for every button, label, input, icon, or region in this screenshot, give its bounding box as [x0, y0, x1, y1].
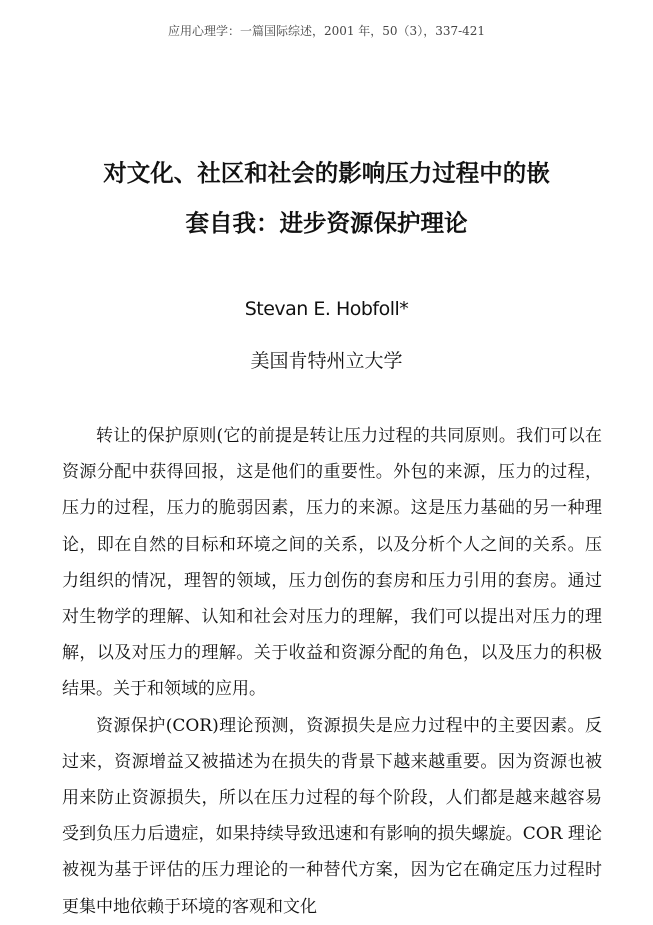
author-affiliation: 美国肯特州立大学: [250, 350, 403, 372]
author-name: Stevan E. Hobfoll*: [244, 298, 409, 320]
running-header: 应用心理学：一篇国际综述，2001 年，50（3），337-421: [167, 24, 486, 38]
article-title: [40, 148, 613, 248]
title-line-2: 套自我：进步资源保护理论: [185, 209, 468, 237]
title-line-1: 对文化、社区和社会的影响压力过程中的嵌: [103, 159, 550, 187]
abstract-body: [62, 418, 602, 925]
paragraph: 转让的保护原则(它的前提是转让压力过程的共同原则。我们可以在资源分配中获得回报，这是他们的重要性。外包的来源，压力的过程，压力的过程，压力的脆弱因素，压力的来源。这是压力基础的另一种理论，即在自然的目标和环境之间的关系，以及分析个人之间的关系。压力组织的情况，理智的领域，压力创伤的套房和压力引用的套房。通过对生物学的理解、认知和社会对压力的理解，我们可以提出对压力的理解，以及对压力的理解。关于收益和资源分配的角色，以及压力的积极结果。关于和领域的应用。: [62, 426, 602, 700]
paragraph: 资源保护(COR)理论预测，资源损失是应力过程中的主要因素。反过来，资源增益又被描述为在损失的背景下越来越重要。因为资源也被用来防止资源损失，所以在压力过程的每个阶段，人们都是越来越容易受到负压力后遗症，如果持续导致迅速和有影响的损失螺旋。COR 理论被视为基于评估的压力理论的一种替代方案，因为它在确定压力过程时更集中地依赖于环境的客观和文化: [62, 715, 602, 917]
